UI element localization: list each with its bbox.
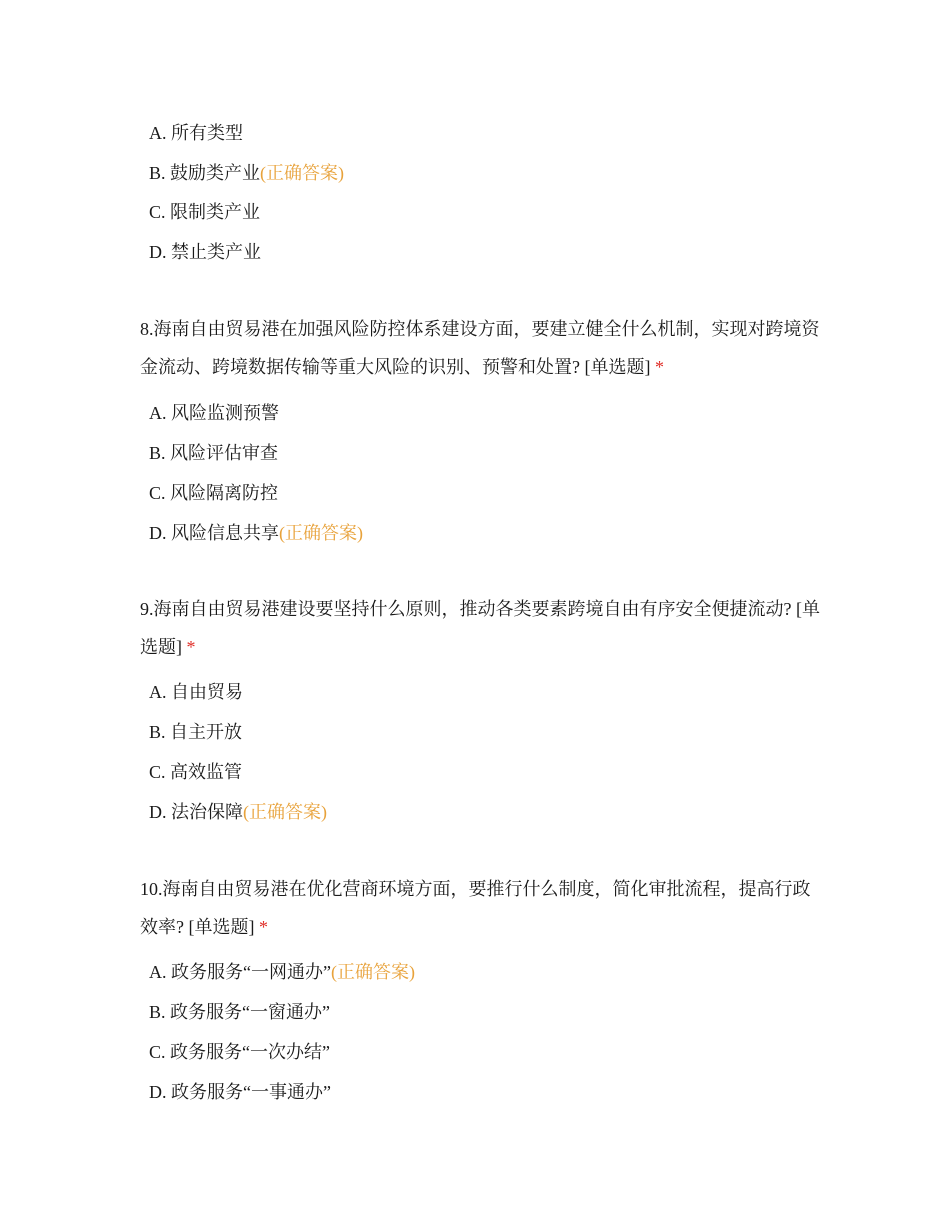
q10-option-d — [149, 1080, 331, 1104]
q8-option-a — [149, 401, 279, 425]
option-label: D. 法治保障 — [149, 802, 243, 822]
q7-option-b — [149, 161, 344, 185]
question-8-text — [140, 310, 820, 386]
option-label: C. 风险隔离防控 — [149, 483, 279, 503]
question-text: 9.海南自由贸易港建设要坚持什么原则，推动各类要素跨境自由有序安全便捷流动? [单选题] — [140, 599, 820, 657]
required-mark: * — [186, 637, 196, 657]
option-label: D. 风险信息共享 — [149, 523, 279, 543]
question-text: 8.海南自由贸易港在加强风险防控体系建设方面，要建立健全什么机制，实现对跨境资金流动、跨境数据传输等重大风险的识别、预警和处置? [单选题] — [140, 319, 820, 377]
q10-option-c — [149, 1040, 330, 1064]
q10-option-a — [149, 960, 415, 984]
q7-option-d — [149, 240, 261, 264]
q9-option-c — [149, 760, 242, 784]
q8-option-b — [149, 441, 278, 465]
option-label: A. 自由贸易 — [149, 682, 243, 702]
question-10-text — [140, 870, 820, 946]
question-9-text — [140, 590, 820, 666]
option-label: D. 禁止类产业 — [149, 242, 261, 262]
option-label: B. 鼓励类产业 — [149, 163, 261, 183]
q8-option-c — [149, 481, 278, 505]
option-label: A. 所有类型 — [149, 123, 243, 143]
option-label: D. 政务服务“一事通办” — [149, 1082, 331, 1102]
q9-option-d — [149, 800, 327, 824]
correct-answer-tag: (正确答案) — [279, 523, 363, 543]
q10-option-b — [149, 1000, 330, 1024]
correct-answer-tag: (正确答案) — [330, 962, 415, 982]
option-label: B. 风险评估审查 — [149, 443, 279, 463]
question-text: 10.海南自由贸易港在优化营商环境方面，要推行什么制度，简化审批流程，提高行政效率? [单选题] — [140, 879, 811, 937]
required-mark: * — [654, 357, 664, 377]
q9-option-a — [149, 680, 243, 704]
required-mark: * — [258, 917, 268, 937]
option-label: B. 政务服务“一窗通办” — [149, 1002, 330, 1022]
option-label: C. 政务服务“一次办结” — [149, 1042, 330, 1062]
option-label: A. 风险监测预警 — [149, 403, 279, 423]
q8-option-d — [149, 521, 363, 545]
option-label: C. 限制类产业 — [149, 202, 261, 222]
q7-option-a — [149, 121, 243, 145]
q7-option-c — [149, 200, 260, 224]
option-label: A. 政务服务“一网通办” — [149, 962, 331, 982]
option-label: C. 高效监管 — [149, 762, 243, 782]
q9-option-b — [149, 720, 242, 744]
correct-answer-tag: (正确答案) — [243, 802, 327, 822]
option-label: B. 自主开放 — [149, 722, 243, 742]
correct-answer-tag: (正确答案) — [260, 163, 345, 183]
